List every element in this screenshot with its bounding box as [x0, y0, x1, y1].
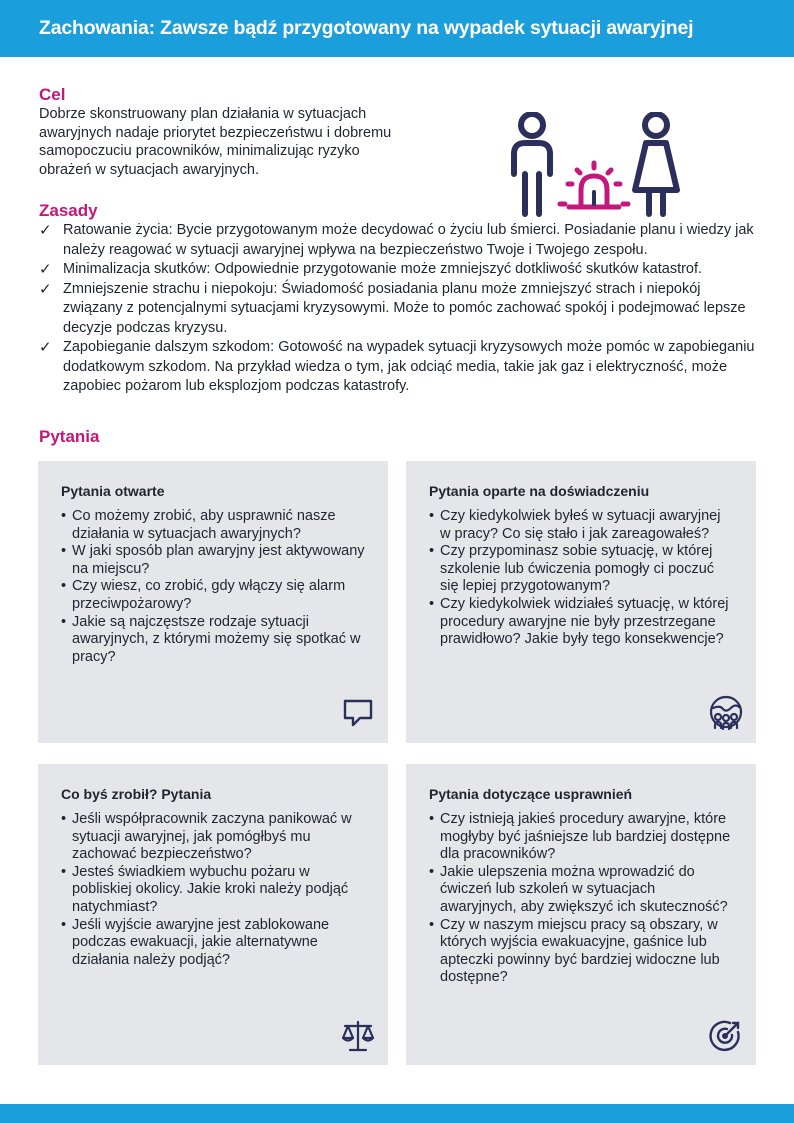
question-card-open	[38, 461, 388, 743]
question-item: • Czy w naszym miejscu pracy są obszary, w których wyjścia ewakuacyjne, gaśnice lub apteczki powinny być bardziej widoczne lub dostępne?	[429, 917, 734, 987]
goal-heading: Cel	[39, 85, 66, 104]
principle-item	[39, 260, 759, 280]
speech-bubble-icon	[340, 695, 376, 731]
principle-text: Zmniejszenie strachu i niepokoju: Świadomość posiadania planu może zmniejszyć strach i niepokój związany z potencjalnymi sytuacjami kryzysowymi. Może to pomóc zachować spokój i podejmować lepsze decyzje podczas kryzysu.	[63, 280, 746, 336]
card-title: Pytania oparte na doświadczeniu	[429, 483, 650, 499]
question-item: • Jakie ulepszenia można wprowadzić do ćwiczeń lub szkoleń w sytuacjach awaryjnych, aby zwiększyć ich skuteczność?	[429, 864, 734, 917]
goal-text: Dobrze skonstruowany plan działania w sytuacjach awaryjnych nadaje priorytet bezpieczeństwu i dobremu samopoczuciu pracowników, minimalizując ryzyko obrażeń w sytuacjach awaryjnych.	[39, 106, 392, 178]
card-title: Pytania dotyczące usprawnień	[429, 786, 633, 802]
question-card-experience	[406, 461, 756, 743]
question-card-improvements	[406, 764, 756, 1065]
question-item: • Co możemy zrobić, aby usprawnić nasze działania w sytuacjach awaryjnych?	[61, 508, 366, 543]
question-list	[61, 508, 366, 666]
check-icon: ✓	[39, 280, 52, 298]
card-title: Co byś zrobił? Pytania	[61, 786, 212, 802]
target-arrow-icon	[708, 1018, 744, 1054]
globe-people-icon	[708, 695, 744, 731]
principles-list	[39, 221, 759, 397]
principles-heading: Zasady	[39, 201, 98, 220]
principle-item	[39, 280, 759, 339]
question-item: • Jesteś świadkiem wybuchu pożaru w pobliskiej okolicy. Jakie kroki należy podjąć natychmiast?	[61, 864, 366, 917]
question-item: • W jaki sposób plan awaryjny jest aktywowany na miejscu?	[61, 543, 366, 578]
principle-item	[39, 221, 759, 260]
principle-text: Ratowanie życia: Bycie przygotowanym może decydować o życiu lub śmierci. Posiadanie planu i wiedzy jak należy reagować w sytuacji awaryjnej wpływa na bezpieczeństwo Twoje i Twojego zespołu.	[63, 222, 754, 258]
check-icon: ✓	[39, 222, 52, 239]
scales-icon	[340, 1018, 376, 1054]
principle-text: Minimalizacja skutków: Odpowiednie przygotowanie może zmniejszyć dotkliwość skutków katastrof.	[63, 261, 703, 277]
page-title: Zachowania: Zawsze bądź przygotowany na wypadek sytuacji awaryjnej	[39, 17, 694, 39]
question-item: • Czy istnieją jakieś procedury awaryjne, które mogłyby być jaśniejsze lub bardziej dostępne dla pracowników?	[429, 811, 734, 864]
question-item: • Czy wiesz, co zrobić, gdy włączy się alarm przeciwpożarowy?	[61, 578, 366, 613]
principle-item	[39, 338, 759, 397]
question-item: • Jeśli wyjście awaryjne jest zablokowane podczas ewakuacji, jakie alternatywne działania należy podjąć?	[61, 917, 366, 970]
principle-text: Zapobieganie dalszym szkodom: Gotowość na wypadek sytuacji kryzysowych może pomóc w zapobieganiu dodatkowym szkodom. Na przykład wiedza o tym, jak odciąć media, takie jak gaz i elektryczność, może zapobiec pożarom lub eksplozjom podczas katastrofy.	[63, 339, 755, 394]
question-list	[429, 508, 734, 649]
question-list	[429, 811, 734, 987]
questions-heading: Pytania	[39, 427, 100, 446]
question-list	[61, 811, 366, 969]
question-item: • Jeśli współpracownik zaczyna panikować w sytuacji awaryjnej, jak pomógłbyś mu zachować bezpieczeństwo?	[61, 811, 366, 864]
question-item: • Czy kiedykolwiek widziałeś sytuację, w której procedury awaryjne nie były przestrzegane prawidłowo? Jakie były tego konsekwencje?	[429, 596, 734, 649]
question-item: • Jakie są najczęstsze rodzaje sytuacji awaryjnych, z którymi możemy się spotkać w pracy?	[61, 614, 366, 667]
question-item: • Czy przypominasz sobie sytuację, w której szkolenie lub ćwiczenia pomogły ci poczuć się lepiej przygotowanym?	[429, 543, 734, 596]
card-title: Pytania otwarte	[61, 483, 165, 499]
footer-bar	[0, 1104, 794, 1123]
question-card-what-would-you-do	[38, 764, 388, 1065]
header-bar	[0, 0, 794, 57]
question-item: • Czy kiedykolwiek byłeś w sytuacji awaryjnej w pracy? Co się stało i jak zareagowałeś?	[429, 508, 734, 543]
people-alarm-icon	[505, 112, 685, 220]
check-icon: ✓	[39, 261, 52, 278]
check-icon: ✓	[39, 339, 52, 356]
